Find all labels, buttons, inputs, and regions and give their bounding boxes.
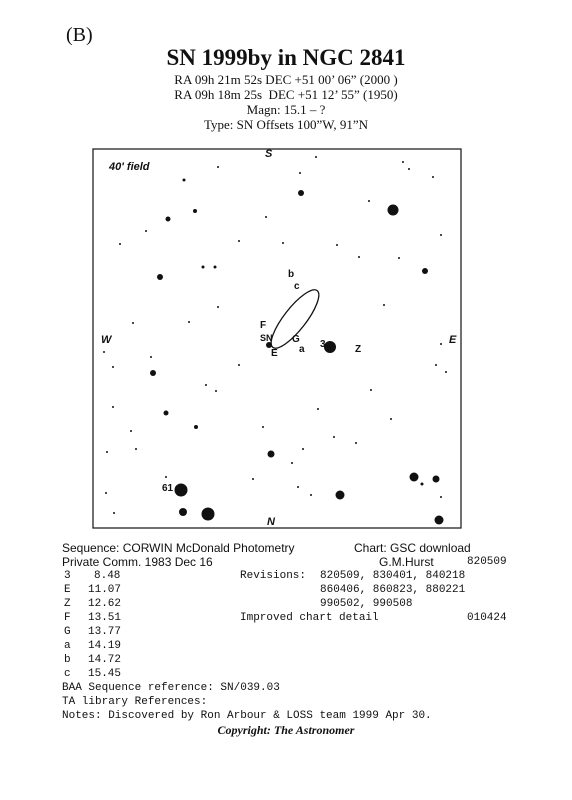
star — [238, 240, 240, 242]
star-label-F: F — [260, 320, 267, 331]
star — [217, 166, 219, 168]
star — [402, 161, 404, 163]
star — [150, 356, 152, 358]
discovery-notes: Notes: Discovered by Ron Arbour & LOSS team 1999 Apr 30. — [62, 710, 432, 722]
seq-id-Z: Z — [64, 598, 71, 610]
star — [299, 172, 301, 174]
baa-reference: BAA Sequence reference: SN/039.03 — [62, 682, 280, 694]
star-label-c: c — [294, 281, 300, 292]
seq-mag-E: 11.07 — [88, 584, 122, 596]
star — [390, 418, 392, 420]
chart-source: Chart: GSC download — [354, 541, 471, 555]
star — [440, 234, 442, 236]
star — [202, 266, 205, 269]
star — [119, 243, 121, 245]
star — [175, 484, 188, 497]
star — [383, 304, 385, 306]
star — [217, 306, 219, 308]
star — [193, 209, 197, 213]
star-label-61: 61 — [162, 483, 174, 494]
star — [262, 426, 264, 428]
seq-id-E: E — [64, 584, 71, 596]
field-size-label: 40' field — [109, 161, 150, 173]
star — [103, 351, 105, 353]
star — [205, 384, 207, 386]
star — [432, 176, 434, 178]
star-label-G: G — [292, 334, 300, 345]
coord-1950-line: RA 09h 18m 25s DEC +51 12’ 55” (1950) — [174, 87, 398, 102]
star — [422, 268, 428, 274]
seq-id-F: F — [64, 612, 71, 624]
author-code: 820509 — [467, 556, 507, 568]
ta-library-references: TA library References: — [62, 696, 208, 708]
star — [132, 322, 134, 324]
star — [265, 216, 267, 218]
star — [435, 516, 444, 525]
star-label-E: E — [271, 348, 278, 359]
star — [238, 364, 240, 366]
seq-id-b: b — [64, 654, 71, 666]
star — [135, 448, 137, 450]
star — [105, 492, 107, 494]
star — [435, 364, 437, 366]
star-label-3: 3 — [320, 339, 326, 350]
star-field — [91, 147, 463, 531]
star — [150, 370, 156, 376]
star — [370, 389, 372, 391]
type-offsets-line: Type: SN Offsets 100”W, 91”N — [203, 117, 369, 132]
sequence-source: Sequence: CORWIN McDonald Photometry — [62, 541, 295, 555]
star — [440, 343, 442, 345]
star — [355, 442, 357, 444]
star — [310, 494, 312, 496]
chart-author: G.M.Hurst — [379, 555, 434, 569]
seq-mag-c: 15.45 — [88, 668, 122, 680]
star — [282, 242, 284, 244]
sn-label: SN — [260, 333, 273, 343]
star — [317, 408, 319, 410]
star — [202, 508, 215, 521]
star — [302, 448, 304, 450]
star-label-Z: Z — [355, 344, 362, 355]
star-label-b: b — [288, 269, 295, 280]
star-label-a: a — [299, 344, 305, 355]
star — [157, 274, 163, 280]
star — [440, 496, 442, 498]
magnitude-line: Magn: 15.1 – ? — [246, 102, 326, 117]
star — [298, 190, 304, 196]
star — [112, 366, 114, 368]
copyright-line: Copyright: The Astronomer — [217, 723, 355, 737]
star — [106, 451, 108, 453]
coord-2000-line: RA 09h 21m 52s DEC +51 00’ 06” (2000 ) — [174, 72, 398, 87]
chart-title: SN 1999by in NGC 2841 — [166, 45, 406, 70]
seq-id-a: a — [64, 640, 71, 652]
star — [183, 179, 186, 182]
seq-mag-a: 14.19 — [88, 640, 122, 652]
star — [358, 256, 360, 258]
seq-mag-3: 8.48 — [94, 570, 121, 582]
seq-mag-G: 13.77 — [88, 626, 122, 638]
star — [388, 205, 399, 216]
seq-id-c: c — [64, 668, 71, 680]
star — [179, 508, 187, 516]
star — [291, 462, 293, 464]
star — [297, 486, 299, 488]
star — [368, 200, 370, 202]
star — [214, 266, 217, 269]
finder-chart — [91, 147, 463, 531]
improved-code: 010424 — [467, 612, 507, 624]
revisions-line-1: 820509, 830401, 840218 — [320, 570, 466, 582]
star — [421, 483, 424, 486]
private-comm: Private Comm. 1983 Dec 16 — [62, 555, 213, 569]
star — [113, 512, 115, 514]
improved-label: Improved chart detail — [240, 612, 379, 624]
star — [333, 436, 335, 438]
revisions-label: Revisions: — [240, 570, 307, 582]
star — [398, 257, 400, 259]
star — [445, 371, 447, 373]
star — [194, 425, 198, 429]
star — [252, 478, 254, 480]
direction-west: W — [101, 334, 112, 346]
star — [166, 217, 171, 222]
seq-id-G: G — [64, 626, 71, 638]
direction-north: N — [267, 516, 275, 528]
seq-mag-Z: 12.62 — [88, 598, 122, 610]
seq-mag-F: 13.51 — [88, 612, 122, 624]
star — [315, 156, 317, 158]
star — [408, 168, 410, 170]
star — [336, 244, 338, 246]
star — [268, 451, 275, 458]
star — [112, 406, 114, 408]
star — [215, 390, 217, 392]
direction-east: E — [449, 334, 457, 346]
star — [433, 476, 440, 483]
revisions-line-2: 860406, 860823, 880221 — [320, 584, 466, 596]
direction-south: S — [265, 148, 273, 160]
star — [165, 476, 167, 478]
star — [336, 491, 345, 500]
chart-frame — [93, 149, 461, 528]
star — [145, 230, 147, 232]
star — [188, 321, 190, 323]
star — [164, 411, 169, 416]
star — [130, 430, 132, 432]
seq-id-3: 3 — [64, 570, 71, 582]
star — [410, 473, 419, 482]
revisions-line-3: 990502, 990508 — [320, 598, 413, 610]
panel-label: (B) — [66, 24, 93, 46]
seq-mag-b: 14.72 — [88, 654, 122, 666]
